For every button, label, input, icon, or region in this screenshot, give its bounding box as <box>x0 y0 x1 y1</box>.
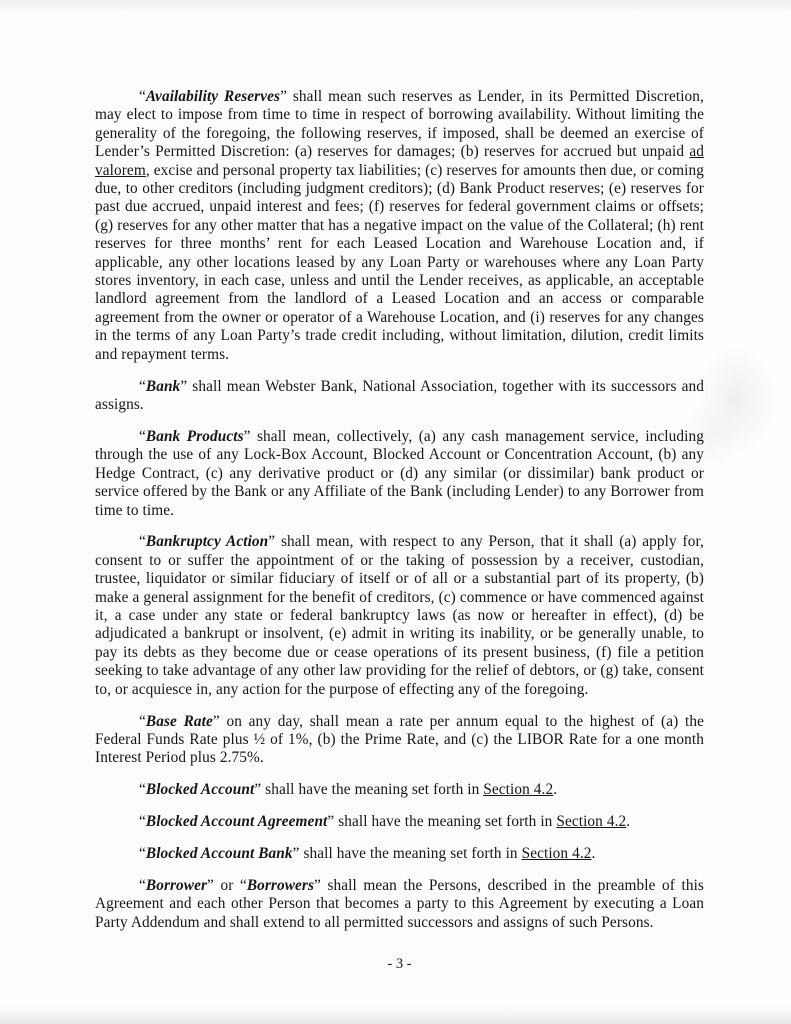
defined-term: Base Rate <box>145 712 213 730</box>
definition-bank <box>95 378 704 415</box>
text-segment: “ <box>139 427 146 445</box>
definitions-body <box>95 88 704 946</box>
text-segment: “ <box>139 88 146 105</box>
definition-blocked-account-agreement <box>95 813 704 831</box>
defined-term: Availability Reserves <box>145 88 281 105</box>
text-segment: ” shall mean, with respect to any Person, that it shall (a) apply for, consent to or suffer the appointment of or the taking of possession by a receiver, custodian, trustee, liquidator or similar fiduciary of itself or of all or a substantial part of its property, (b) make a general assignment for the benefit of creditors, (c) commence or have commenced against it, a case under any state or federal bankruptcy laws (as now or hereafter in effect), (d) be adjudicated a bankrupt or insolvent, (e) admit in writing its inability, or be generally unable, to pay its debts as they become due or cease operations of its present business, (f) file a petition seeking to take advantage of any other law providing for the relief of debtors, or (g) take, consent to, or acquiesce in, any action for the purpose of effecting any of the foregoing. <box>95 533 704 698</box>
text-segment: ” shall mean Webster Bank, National Association, together with its successors and assigns. <box>95 377 704 413</box>
text-segment: “ <box>139 845 146 863</box>
definition-availability-reserves <box>95 88 704 364</box>
defined-term: Borrowers <box>246 877 315 895</box>
defined-term: Bank Products <box>145 427 244 445</box>
page-number: - 3 - <box>387 956 412 972</box>
definition-blocked-account-bank <box>95 845 704 863</box>
definition-base-rate <box>95 713 704 768</box>
text-segment: “ <box>139 813 146 831</box>
text-segment: ” on any day, shall mean a rate per annum equal to the highest of (a) the Federal Funds Rate plus ½ of 1%, (b) the Prime Rate, and (c) the LIBOR Rate for a one month Interest Period plus 2.75%. <box>95 712 704 767</box>
text-segment: . <box>591 845 596 863</box>
definition-borrower <box>95 877 704 932</box>
defined-term: Blocked Account Agreement <box>145 813 328 831</box>
defined-term: Blocked Account Bank <box>145 845 293 863</box>
definition-blocked-account <box>95 781 704 799</box>
text-segment: “ <box>139 533 146 551</box>
defined-term: Blocked Account <box>145 781 255 799</box>
text-segment: ” or “ <box>207 877 247 895</box>
text-segment: , excise and personal property tax liabilities; (c) reserves for amounts then due, or coming due, to other creditors (including judgment creditors); (d) Bank Product reserves; (e) reserves for past due accrued, unpaid interest and fees; (f) reserves for federal government claims or offsets; (g) reserves for any other matter that has a negative impact on the value of the Collateral; (h) rent reserves for three months’ rent for each Leased Location and Warehouse Location and, if applicable, any other locations leased by any Loan Party or warehouses where any Loan Party stores inventory, in each case, unless and until the Lender receives, as applicable, an acceptable landlord agreement from the landlord of a Leased Location and an access or comparable agreement from the owner or operator of a Warehouse Location, and (i) reserves for any changes in the terms of any Loan Party’s trade credit including, without limitation, dilution, credit limits and repayment terms. <box>95 161 704 363</box>
text-segment: . <box>626 813 631 831</box>
underlined-text: ad valorem <box>95 143 704 179</box>
defined-term: Borrower <box>145 877 208 895</box>
text-segment: ” shall mean, collectively, (a) any cash management service, including through the use of any Lock-Box Account, Blocked Account or Concentration Account, (b) any Hedge Contract, (c) any derivative product or (d) any similar (or dissimilar) bank product or service offered by the Bank or any Affiliate of the Bank (including Lender) to any Borrower from time to time. <box>95 427 704 519</box>
text-segment: ” shall have the meaning set forth in <box>254 781 484 799</box>
text-segment: “ <box>139 781 146 799</box>
defined-term: Bankruptcy Action <box>145 533 269 551</box>
text-segment: ” shall mean the Persons, described in the preamble of this Agreement and each other Person that becomes a party to this Agreement by executing a Loan Party Addendum and shall extend to all permitted successors and assigns of such Persons. <box>95 877 704 931</box>
underlined-text: Section 4.2 <box>556 813 627 831</box>
definition-bank-products <box>95 428 704 520</box>
text-segment: “ <box>139 712 146 730</box>
text-segment: ” shall have the meaning set forth in <box>292 845 522 863</box>
text-segment: ” shall mean such reserves as Lender, in its Permitted Discretion, may elect to impose from time to time in respect of borrowing availability. Without limiting the generality of the foregoing, the following reserves, if imposed, shall be deemed an exercise of Lender’s Permitted Discretion: (a) reserves for damages; (b) reserves for accrued but unpaid <box>95 88 704 161</box>
definition-bankruptcy-action <box>95 533 704 699</box>
underlined-text: Section 4.2 <box>521 845 592 863</box>
defined-term: Bank <box>145 377 181 395</box>
text-segment: ” shall have the meaning set forth in <box>327 813 557 831</box>
text-segment: “ <box>139 877 146 895</box>
text-segment: . <box>553 781 558 799</box>
text-segment: “ <box>139 377 146 395</box>
underlined-text: Section 4.2 <box>483 781 554 799</box>
